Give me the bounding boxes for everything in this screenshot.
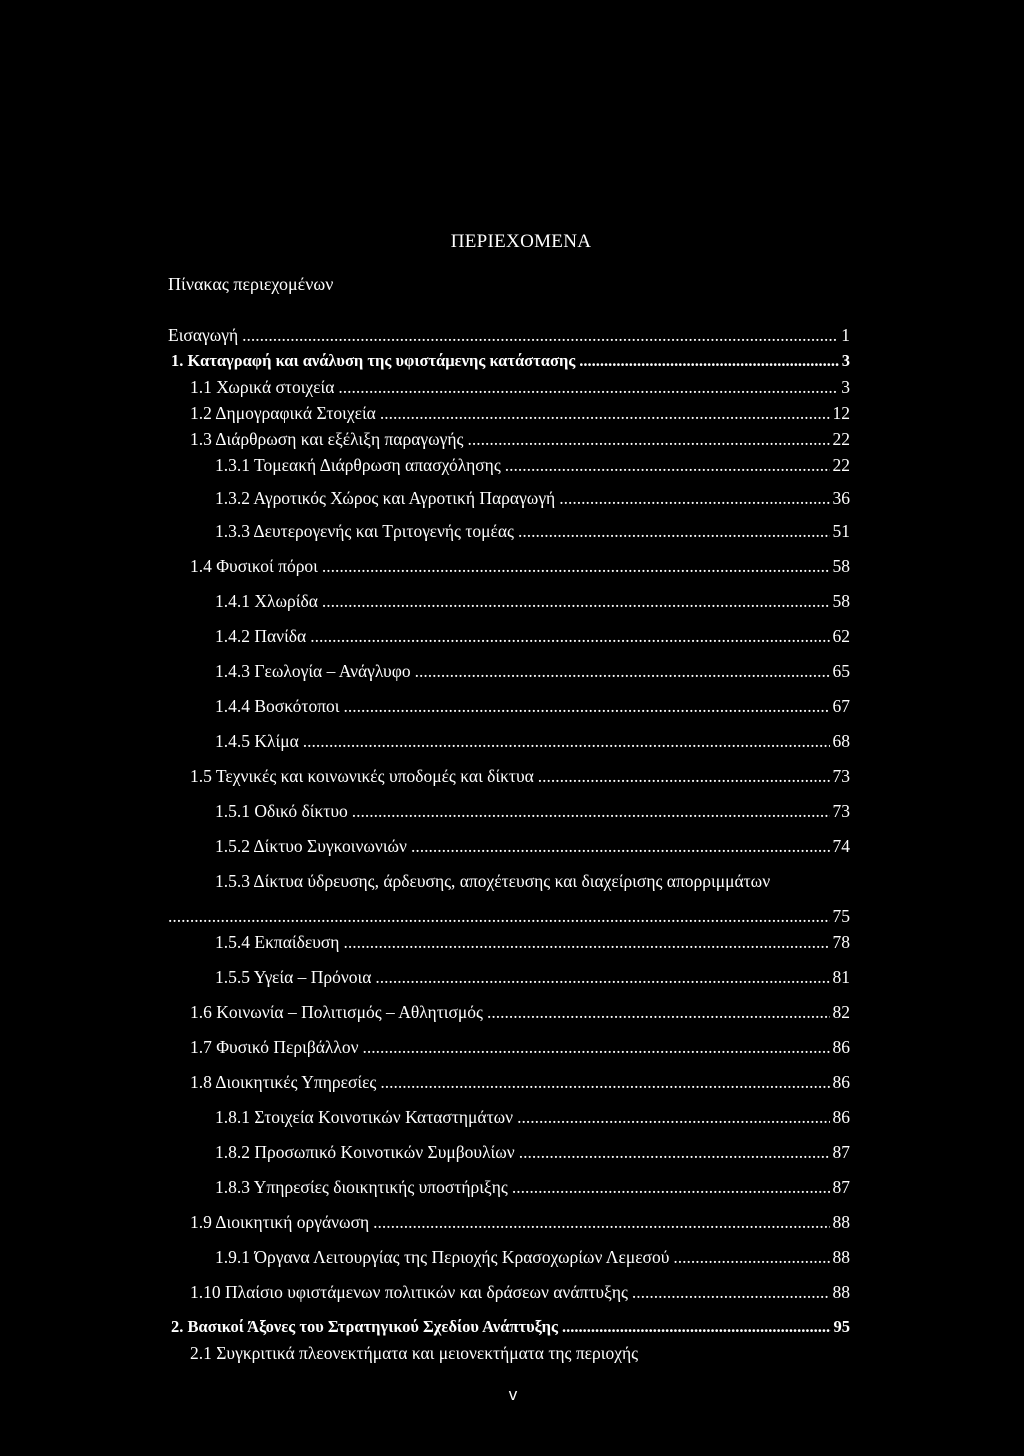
toc-leader-dots <box>242 321 838 349</box>
toc-entry-title: 1.4.2 Πανίδα <box>215 626 307 646</box>
toc-entry-title: 1.4.4 Βοσκότοποι <box>215 696 340 716</box>
toc-entry-page: 78 <box>832 932 850 952</box>
toc-entry[interactable] <box>190 1068 850 1096</box>
toc-entry-page: 88 <box>832 1247 850 1267</box>
toc-entry-page: 82 <box>832 1002 850 1022</box>
toc-entry[interactable] <box>215 1103 850 1131</box>
toc-entry-page: 73 <box>832 766 850 786</box>
toc-entry-page: 51 <box>832 521 850 541</box>
page-heading: ΠΕΡΙΕΧΟΜΕΝΑ <box>450 231 592 252</box>
toc-leader-dots <box>518 517 830 545</box>
toc-leader-dots <box>338 373 838 401</box>
toc-entry-title: 1.1 Χωρικά στοιχεία <box>190 377 335 397</box>
toc-entry-page: 86 <box>832 1037 850 1057</box>
toc-entry[interactable] <box>215 727 850 755</box>
toc-entry-title: 1.8.1 Στοιχεία Κοινοτικών Καταστημάτων <box>215 1107 514 1127</box>
toc-entry[interactable] <box>215 1138 850 1166</box>
toc-subheading: Πίνακας περιεχομένων <box>168 274 334 294</box>
toc-entry[interactable] <box>215 1243 850 1271</box>
toc-entry-page: 74 <box>832 836 850 856</box>
toc-entry[interactable] <box>190 373 850 401</box>
toc-entry-title-wrapped[interactable]: 1.5.3 Δίκτυα ύδρευσης, άρδευσης, αποχέτευσης και διαχείρισης απορριμμάτων <box>215 871 771 891</box>
toc-leader-dots <box>559 484 829 512</box>
toc-entry-title: 1.5.5 Υγεία – Πρόνοια <box>215 967 372 987</box>
toc-leader-dots <box>168 902 830 930</box>
toc-entry-chapter-1[interactable] <box>171 347 850 375</box>
toc-entry-page: 88 <box>832 1212 850 1232</box>
toc-entry-page: 58 <box>832 591 850 611</box>
toc-leader-dots <box>322 587 830 615</box>
toc-entry-page: 75 <box>832 906 850 926</box>
toc-leader-dots <box>519 1138 830 1166</box>
toc-entry-continuation[interactable] <box>168 902 850 930</box>
toc-entry-title: 1.4.5 Κλίμα <box>215 731 299 751</box>
toc-entry-title: 1.5 Τεχνικές και κοινωνικές υποδομές και δίκτυα <box>190 766 534 786</box>
toc-leader-dots <box>352 797 830 825</box>
toc-entry[interactable] <box>215 1173 850 1201</box>
toc-entry-page: 67 <box>832 696 850 716</box>
toc-entry[interactable] <box>190 552 850 580</box>
toc-entry-page: 81 <box>832 967 850 987</box>
toc-entry-title: 1.4 Φυσικοί πόροι <box>190 556 318 576</box>
toc-entry-page: 73 <box>832 801 850 821</box>
toc-entry-intro[interactable] <box>168 321 850 349</box>
toc-entry[interactable] <box>215 963 850 991</box>
toc-entry-page: 87 <box>832 1142 850 1162</box>
toc-entry[interactable] <box>190 762 850 790</box>
toc-entry-title: 2. Βασικοί Άξονες του Στρατηγικού Σχεδίου Ανάπτυξης <box>171 1317 558 1336</box>
toc-entry[interactable] <box>215 622 850 650</box>
toc-leader-dots <box>411 832 830 860</box>
toc-entry[interactable] <box>190 1033 850 1061</box>
toc-entry-page: 86 <box>832 1072 850 1092</box>
toc-leader-dots <box>310 622 829 650</box>
toc-leader-dots <box>415 657 830 685</box>
toc-leader-dots <box>380 399 830 427</box>
toc-entry-page: 62 <box>832 626 850 646</box>
toc-entry-title: 1.4.3 Γεωλογία – Ανάγλυφο <box>215 661 411 681</box>
toc-entry[interactable] <box>215 692 850 720</box>
toc-entry-title: 1. Καταγραφή και ανάλυση της υφιστάμενης κατάστασης <box>171 351 576 370</box>
toc-leader-dots <box>344 692 830 720</box>
toc-entry-title: 1.3.3 Δευτερογενής και Τριτογενής τομέας <box>215 521 514 541</box>
toc-entry[interactable] <box>215 832 850 860</box>
toc-leader-dots <box>487 998 830 1026</box>
toc-entry-page: 3 <box>841 351 850 370</box>
toc-leader-dots <box>562 1313 831 1341</box>
toc-leader-dots <box>673 1243 829 1271</box>
toc-entry-title: 1.9 Διοικητική οργάνωση <box>190 1212 370 1232</box>
toc-entry[interactable] <box>215 587 850 615</box>
toc-entry-page: 88 <box>832 1282 850 1302</box>
toc-entry[interactable] <box>215 657 850 685</box>
toc-entry[interactable] <box>215 517 850 545</box>
toc-leader-dots <box>579 347 838 375</box>
toc-entry[interactable] <box>215 451 850 479</box>
toc-entry-title: 1.8 Διοικητικές Υπηρεσίες <box>190 1072 377 1092</box>
toc-entry[interactable] <box>190 1278 850 1306</box>
toc-entry-title: 1.3.1 Τομεακή Διάρθρωση απασχόλησης <box>215 455 501 475</box>
toc-entry-title: 1.5.4 Εκπαίδευση <box>215 932 340 952</box>
toc-leader-dots <box>343 928 829 956</box>
toc-entry-title: 1.7 Φυσικό Περιβάλλον <box>190 1037 359 1057</box>
toc-leader-dots <box>517 1103 829 1131</box>
toc-entry-title: 1.3.2 Αγροτικός Χώρος και Αγροτική Παραγωγή <box>215 488 556 508</box>
toc-entry[interactable] <box>190 1208 850 1236</box>
toc-entry[interactable] <box>190 399 850 427</box>
toc-entry-page: 68 <box>832 731 850 751</box>
toc-entry-title: 1.8.3 Υπηρεσίες διοικητικής υποστήριξης <box>215 1177 508 1197</box>
toc-leader-dots <box>512 1173 830 1201</box>
toc-leader-dots <box>375 963 829 991</box>
toc-entry-title: 1.9.1 Όργανα Λειτουργίας της Περιοχής Κρασοχωρίων Λεμεσού <box>215 1247 670 1267</box>
toc-entry-page: 95 <box>833 1317 850 1336</box>
toc-entry-title: Εισαγωγή <box>168 325 239 345</box>
toc-entry-title: 1.5.2 Δίκτυο Συγκοινωνιών <box>215 836 407 856</box>
toc-entry-title: 1.8.2 Προσωπικό Κοινοτικών Συμβουλίων <box>215 1142 515 1162</box>
toc-entry-title: 1.6 Κοινωνία – Πολιτισμός – Αθλητισμός <box>190 1002 483 1022</box>
toc-leader-dots <box>322 552 830 580</box>
toc-entry[interactable] <box>215 797 850 825</box>
toc-leader-dots <box>538 762 830 790</box>
toc-entry-chapter-2[interactable] <box>171 1313 850 1341</box>
toc-entry-title: 1.5.1 Οδικό δίκτυο <box>215 801 348 821</box>
toc-entry-page: 1 <box>841 325 850 345</box>
toc-entry[interactable] <box>215 928 850 956</box>
toc-leader-dots <box>373 1208 829 1236</box>
toc-entry-page: 87 <box>832 1177 850 1197</box>
toc-entry-title: 1.4.1 Χλωρίδα <box>215 591 318 611</box>
toc-entry[interactable] <box>215 484 850 512</box>
toc-entry-page: 65 <box>832 661 850 681</box>
toc-leader-dots <box>363 1033 830 1061</box>
toc-leader-dots <box>505 451 830 479</box>
toc-entry-page: 86 <box>832 1107 850 1127</box>
toc-entry-page: 12 <box>832 403 850 423</box>
toc-entry-page: 58 <box>832 556 850 576</box>
toc-entry-title: 1.3 Διάρθρωση και εξέλιξη παραγωγής <box>190 429 464 449</box>
toc-entry[interactable] <box>190 425 850 453</box>
page-number: v <box>508 1385 518 1404</box>
toc-leader-dots <box>380 1068 829 1096</box>
toc-entry[interactable] <box>190 998 850 1026</box>
toc-leader-dots <box>467 425 829 453</box>
toc-leader-dots <box>303 727 830 755</box>
toc-entry-page: 36 <box>832 488 850 508</box>
toc-entry-page: 3 <box>841 377 850 397</box>
toc-entry-title-trailing[interactable]: 2.1 Συγκριτικά πλεονεκτήματα και μειονεκτήματα της περιοχής <box>190 1343 639 1363</box>
toc-entry-title: 1.2 Δημογραφικά Στοιχεία <box>190 403 376 423</box>
toc-entry-title: 1.10 Πλαίσιο υφιστάμενων πολιτικών και δράσεων ανάπτυξης <box>190 1282 628 1302</box>
toc-entry-page: 22 <box>832 455 850 475</box>
toc-leader-dots <box>632 1278 830 1306</box>
toc-entry-page: 22 <box>832 429 850 449</box>
